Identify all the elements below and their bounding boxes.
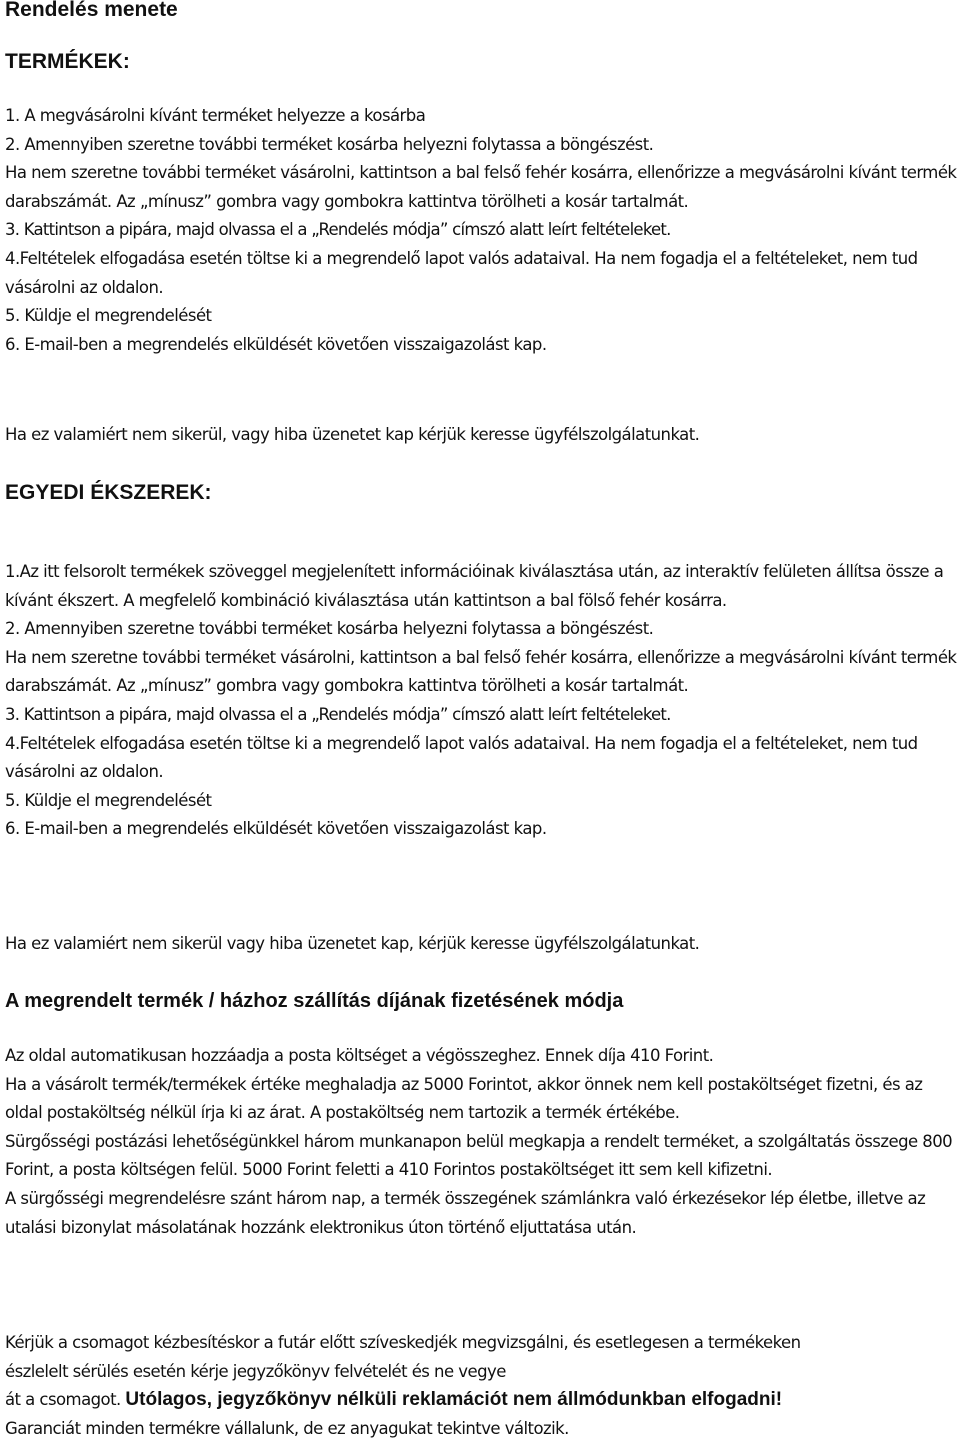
page-title: Rendelés menete [5,0,178,21]
inspection-notice-line-2 [5,1386,957,1415]
termekek-step-4: 4.Feltételek elfogadása esetén töltse ki a megrendelő lapot valós adataival. Ha nem fogadja el a feltételeket, nem tud vásárolni az oldalon. [5,248,918,297]
termekek-step-2-detail: Ha nem szeretne további terméket vásárolni, kattintson a bal felső fehér kosárra, ellenőrizze a megvásárolni kívánt termék darabszámát. Az „mínusz” gombra vagy gombokra kattintva törölheti a kosár tartalmát. [5,163,957,211]
inspection-notice-lead: át a csomagot. [5,1390,126,1410]
ekszerek-note: Ha ez valamiért nem sikerül vagy hiba üzenetet kap, kérjük keresse ügyfélszolgálatunkat. [5,934,700,953]
ekszerek-step-4: 4.Feltételek elfogadása esetén töltse ki a megrendelő lapot valós adataival. Ha nem fogadja el a feltételeket, nem tud vásárolni az oldalon. [5,733,918,782]
reklamacio-warning: Utólagos, jegyzőkönyv nélküli reklamációt nem állmódunkban elfogadni! [125,1389,783,1411]
section-heading-ekszerek: EGYEDI ÉKSZEREK: [5,481,212,504]
termekek-step-2: 2. Amennyiben szeretne további terméket kosárba helyezni folytassa a böngészést. [5,134,654,154]
section-heading-termekek: TERMÉKEK: [5,50,130,73]
ekszerek-steps [5,558,957,844]
szallitas-line-2: Ha a vásárolt termék/termékek értéke meghaladja az 5000 Forintot, akkor önnek nem kell postaköltséget fizetni, és az oldal postaköltség nélkül írja ki az árat. A postaköltség nem tartozik a termék értékébe. [5,1074,923,1123]
ekszerek-step-1: 1.Az itt felsorolt termékek szöveggel megjelenített információinak kiválasztása után, az interaktív felületen állítsa össze a kívánt ékszert. A megfelelő kombináció kiválasztása után kattintson a bal fölső fehér kosárra. [5,562,944,610]
inspection-notice-text: Kérjük a csomagot kézbesítéskor a futár előtt szíveskedjék megvizsgálni, és esetlegesen a termékeken észlelelt sérülés esetén kérje jegyzőkönyv felvételét és ne vegye [5,1333,801,1381]
termekek-step-5: 5. Küldje el megrendelését [5,306,212,326]
termekek-steps [5,102,957,359]
szallitas-line-4: A sürgősségi megrendelésre szánt három nap, a termék összegének számlánkra való érkezésekor lép életbe, illetve az utalási bizonylat másolatának hozzánk elektronikus úton történő eljuttatása után. [5,1188,926,1237]
section-heading-szallitas: A megrendelt termék / házhoz szállítás díjának fizetésének módja [5,990,624,1012]
termekek-step-6: 6. E-mail-ben a megrendelés elküldését követően visszaigazolást kap. [5,334,547,354]
termekek-note: Ha ez valamiért nem sikerül, vagy hiba üzenetet kap kérjük keresse ügyfélszolgálatunkat. [5,425,700,444]
garancia-line: Garanciát minden termékre vállalunk, de ez anyagukat tekintve változik. [5,1418,569,1438]
ekszerek-step-6: 6. E-mail-ben a megrendelés elküldését követően visszaigazolást kap. [5,819,547,839]
ekszerek-step-5: 5. Küldje el megrendelését [5,790,212,810]
szallitas-line-1: Az oldal automatikusan hozzáadja a posta költséget a végösszeghez. Ennek díja 410 Forint. [5,1046,714,1065]
inspection-notice [5,1329,957,1443]
termekek-step-3: 3. Kattintson a pipára, majd olvassa el a „Rendelés módja” címszó alatt leírt feltételeket. [5,220,671,240]
ekszerek-step-2-detail: Ha nem szeretne további terméket vásárolni, kattintson a bal felső fehér kosárra, ellenőrizze a megvásárolni kívánt termék darabszámát. Az „mínusz” gombra vagy gombokra kattintva törölheti a kosár tartalmát. [5,647,957,696]
ekszerek-step-3: 3. Kattintson a pipára, majd olvassa el a „Rendelés módja” címszó alatt leírt feltételeket. [5,704,671,724]
szallitas-line-3: Sürgősségi postázási lehetőségünkkel három munkanapon belül megkapja a rendelt terméket, a szolgáltatás összege 800 Forint, a posta költségen felül. 5000 Forint feletti a 410 Forintos postaköltséget itt sem kell kifizetni. [5,1131,953,1180]
termekek-step-1: 1. A megvásárolni kívánt terméket helyezze a kosárba [5,106,426,125]
szallitas-paragraphs [5,1042,957,1242]
ekszerek-step-2: 2. Amennyiben szeretne további terméket kosárba helyezni folytassa a böngészést. [5,619,654,639]
